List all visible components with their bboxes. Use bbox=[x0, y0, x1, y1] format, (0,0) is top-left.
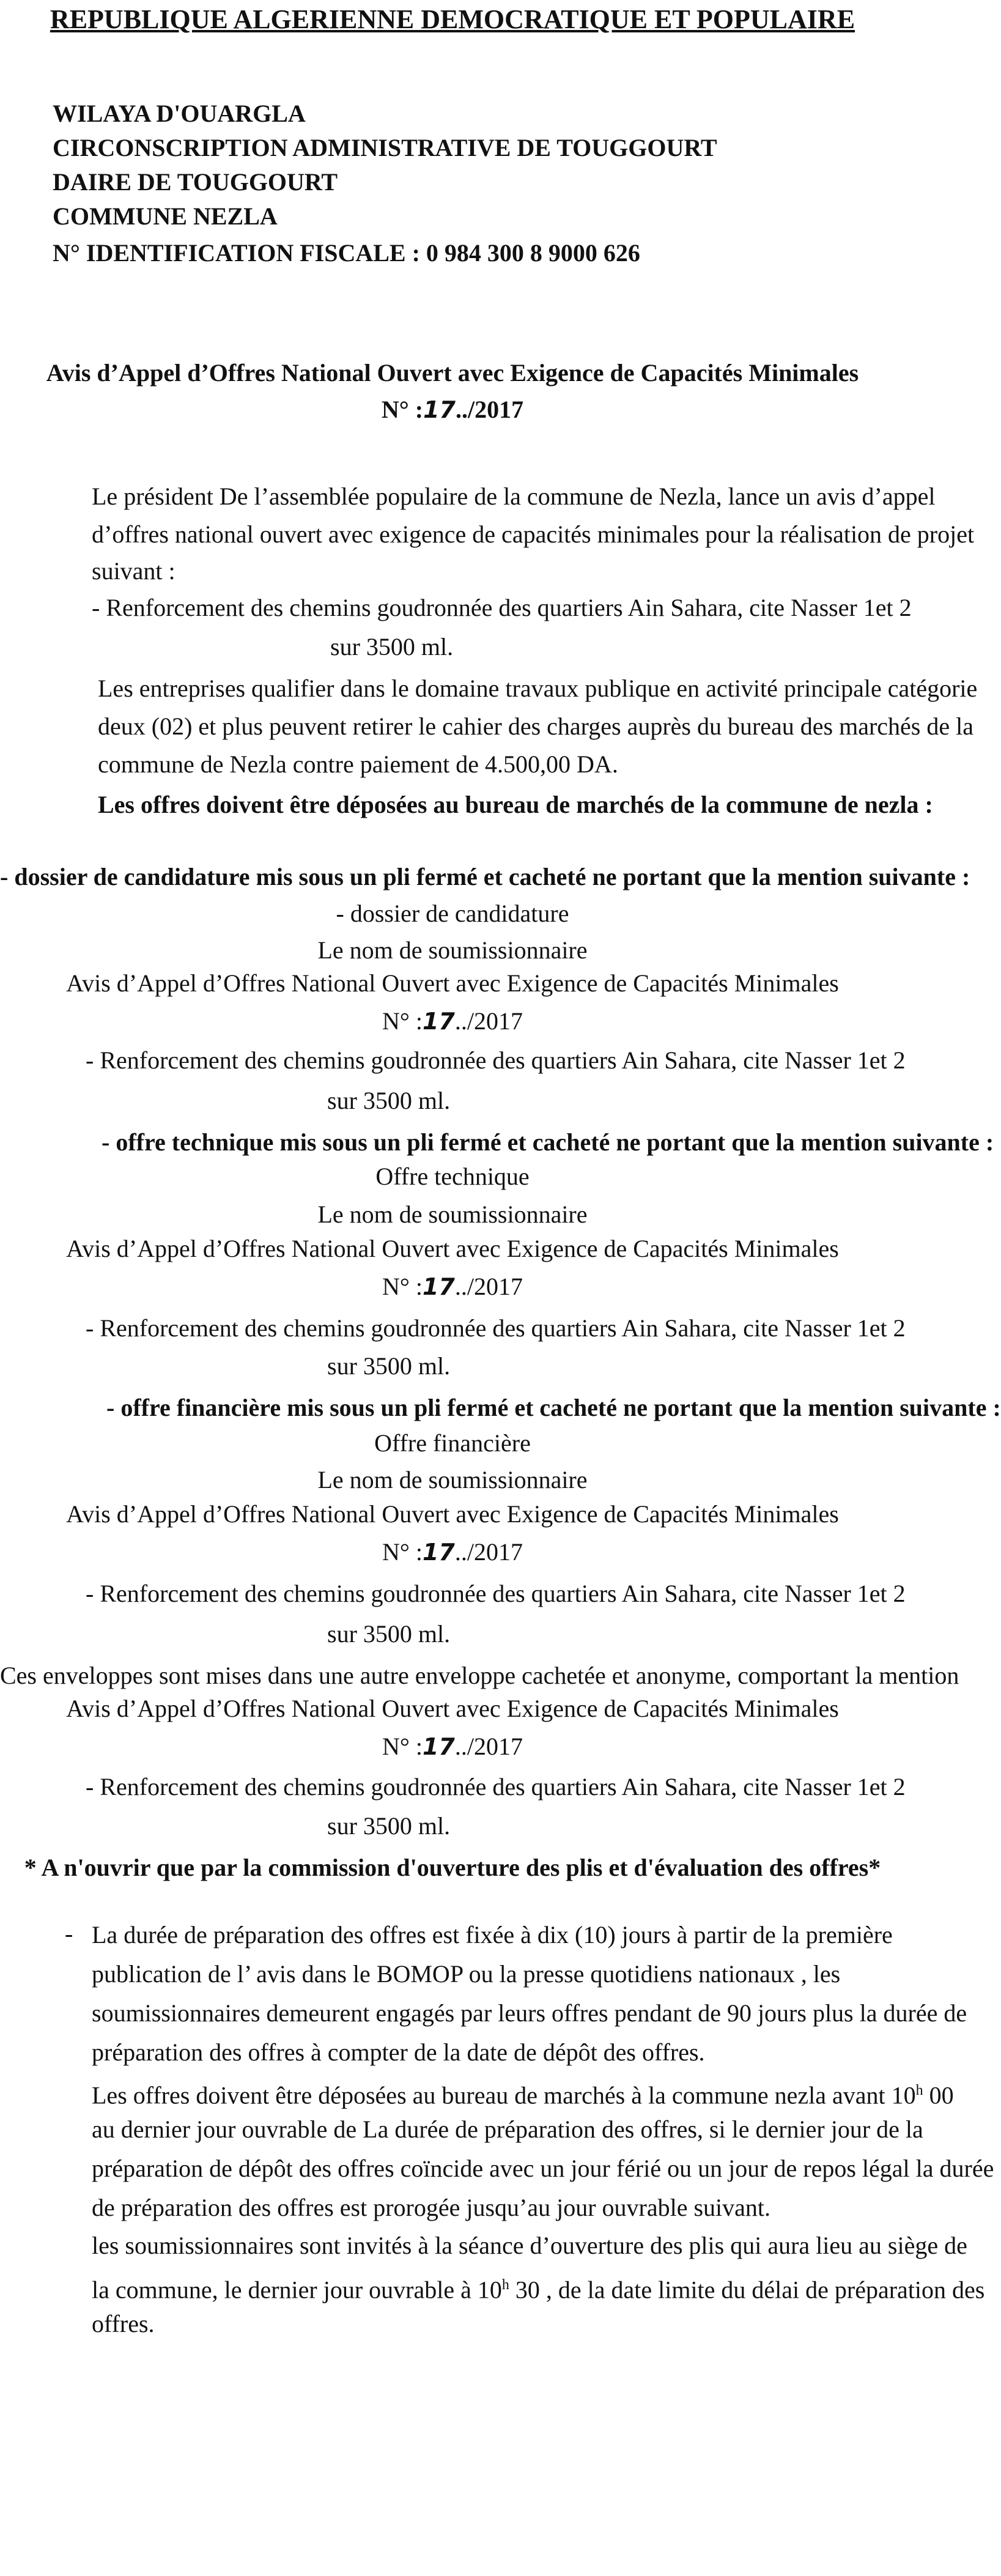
deposit-heading: Les offres doivent être déposées au bureau de marchés de la commune de nezla : bbox=[98, 791, 933, 818]
opening-notice: * A n'ouvrir que par la commission d'ouverture des plis et d'évaluation des offres* bbox=[24, 1854, 881, 1881]
envelope-project-line-2: sur 3500 ml. bbox=[327, 1812, 451, 1840]
financiere-heading: - offre financière mis sous un pli fermé et cacheté ne portant que la mention suivante : bbox=[106, 1394, 1001, 1421]
envelope-project-line-1: - Renforcement des chemins goudronnée des quartiers Ain Sahara, cite Nasser 1et 2 bbox=[86, 1580, 906, 1607]
conditions-p2-line-4: de préparation des offres est prorogée jusqu’au jour ouvrable suivant. bbox=[92, 2194, 771, 2221]
envelope-project-line-2: sur 3500 ml. bbox=[327, 1087, 451, 1114]
envelope-title: Avis d’Appel d’Offres National Ouvert avec Exigence de Capacités Minimales bbox=[66, 1695, 839, 1722]
bullet-dash: - bbox=[65, 1920, 73, 1947]
requirement-line-3: commune de Nezla contre paiement de 4.500,00 DA. bbox=[98, 750, 618, 778]
envelope-title: Avis d’Appel d’Offres National Ouvert avec Exigence de Capacités Minimales bbox=[66, 1235, 839, 1262]
handwritten-number: 17 bbox=[422, 1539, 455, 1566]
envelope-title: Avis d’Appel d’Offres National Ouvert avec Exigence de Capacités Minimales bbox=[66, 969, 839, 997]
candidature-label: - dossier de candidature bbox=[336, 900, 569, 927]
envelope-project-line-2: sur 3500 ml. bbox=[327, 1620, 451, 1648]
conditions-p2-line-3: préparation de dépôt des offres coïncide avec un jour férié ou un jour de repos légal la durée bbox=[92, 2155, 994, 2182]
envelope-project-line-1: - Renforcement des chemins goudronnée des quartiers Ain Sahara, cite Nasser 1et 2 bbox=[86, 1314, 906, 1342]
handwritten-number: 17 bbox=[423, 396, 456, 423]
wilaya-line: WILAYA D'OUARGLA bbox=[53, 100, 306, 127]
envelope-number: N° :17../2017 bbox=[382, 1733, 523, 1760]
daire-line: DAIRE DE TOUGGOURT bbox=[53, 168, 338, 196]
fiscal-id-line: N° IDENTIFICATION FISCALE : 0 984 300 8 9000 626 bbox=[53, 239, 640, 267]
intro-line-2: d’offres national ouvert avec exigence de capacités minimales pour la réalisation de projet bbox=[92, 520, 975, 548]
envelope-title: Avis d’Appel d’Offres National Ouvert avec Exigence de Capacités Minimales bbox=[66, 1500, 839, 1528]
candidature-heading: - dossier de candidature mis sous un pli fermé et cacheté ne portant que la mention suivante : bbox=[0, 863, 970, 890]
circonscription-line: CIRCONSCRIPTION ADMINISTRATIVE DE TOUGGOURT bbox=[53, 134, 717, 161]
conditions-p1-line-1: La durée de préparation des offres est fixée à dix (10) jours à partir de la première bbox=[92, 1921, 893, 1949]
intro-line-1: Le président De l’assemblée populaire de la commune de Nezla, lance un avis d’appel bbox=[92, 483, 936, 510]
conditions-p3-line-3: offres. bbox=[92, 2310, 155, 2337]
conditions-p1-line-4: préparation des offres à compter de la date de dépôt des offres. bbox=[92, 2038, 705, 2066]
conditions-p2-line-2: au dernier jour ouvrable de La durée de préparation des offres, si le dernier jour de la bbox=[92, 2115, 923, 2143]
project-line-1: - Renforcement des chemins goudronnée des quartiers Ain Sahara, cite Nasser 1et 2 bbox=[92, 594, 912, 621]
intro-line-3: suivant : bbox=[92, 557, 175, 585]
requirement-line-2: deux (02) et plus peuvent retirer le cahier des charges auprès du bureau des marchés de la bbox=[98, 712, 973, 740]
handwritten-number: 17 bbox=[422, 1733, 455, 1760]
requirement-line-1: Les entreprises qualifier dans le domaine travaux publique en activité principale catégorie bbox=[98, 675, 978, 702]
conditions-p1-line-2: publication de l’ avis dans le BOMOP ou la presse quotidiens nationaux , les bbox=[92, 1960, 841, 1988]
republic-heading: REPUBLIQUE ALGERIENNE DEMOCRATIQUE ET POPULAIRE bbox=[50, 4, 855, 34]
conditions-p3-line-2: la commune, le dernier jour ouvrable à 10$^h$ 30 , de la date limite du délai de préparation des bbox=[92, 2276, 985, 2304]
conditions-p3-line-1: les soumissionnaires sont invités à la séance d’ouverture des plis qui aura lieu au siège de bbox=[92, 2232, 967, 2259]
bidder-name-line: Le nom de soumissionnaire bbox=[317, 936, 588, 964]
commune-line: COMMUNE NEZLA bbox=[53, 202, 278, 230]
handwritten-number: 17 bbox=[422, 1273, 455, 1300]
tender-number: N° :17../2017 bbox=[381, 396, 524, 423]
outer-envelope-line: Ces enveloppes sont mises dans une autre enveloppe cachetée et anonyme, comportant la mention bbox=[0, 1662, 959, 1689]
tender-title: Avis d’Appel d’Offres National Ouvert avec Exigence de Capacités Minimales bbox=[46, 359, 859, 387]
conditions-p2-line-1: Les offres doivent être déposées au bureau de marchés à la commune nezla avant 10$^h$ 00 bbox=[92, 2081, 954, 2109]
envelope-project-line-1: - Renforcement des chemins goudronnée des quartiers Ain Sahara, cite Nasser 1et 2 bbox=[86, 1046, 906, 1074]
envelope-project-line-1: - Renforcement des chemins goudronnée des quartiers Ain Sahara, cite Nasser 1et 2 bbox=[86, 1773, 906, 1801]
bidder-name-line: Le nom de soumissionnaire bbox=[317, 1201, 588, 1228]
project-line-2: sur 3500 ml. bbox=[330, 633, 454, 661]
envelope-number: N° :17../2017 bbox=[382, 1273, 523, 1300]
envelope-project-line-2: sur 3500 ml. bbox=[327, 1352, 451, 1380]
conditions-p1-line-3: soumissionnaires demeurent engagés par leurs offres pendant de 90 jours plus la durée de bbox=[92, 1999, 967, 2027]
technique-heading: - offre technique mis sous un pli fermé et cacheté ne portant que la mention suivante : bbox=[102, 1128, 994, 1156]
technique-label: Offre technique bbox=[375, 1163, 530, 1190]
bidder-name-line: Le nom de soumissionnaire bbox=[317, 1466, 588, 1493]
handwritten-number: 17 bbox=[422, 1008, 455, 1035]
envelope-number: N° :17../2017 bbox=[382, 1538, 523, 1566]
financiere-label: Offre financière bbox=[374, 1429, 531, 1457]
envelope-number: N° :17../2017 bbox=[382, 1007, 523, 1035]
